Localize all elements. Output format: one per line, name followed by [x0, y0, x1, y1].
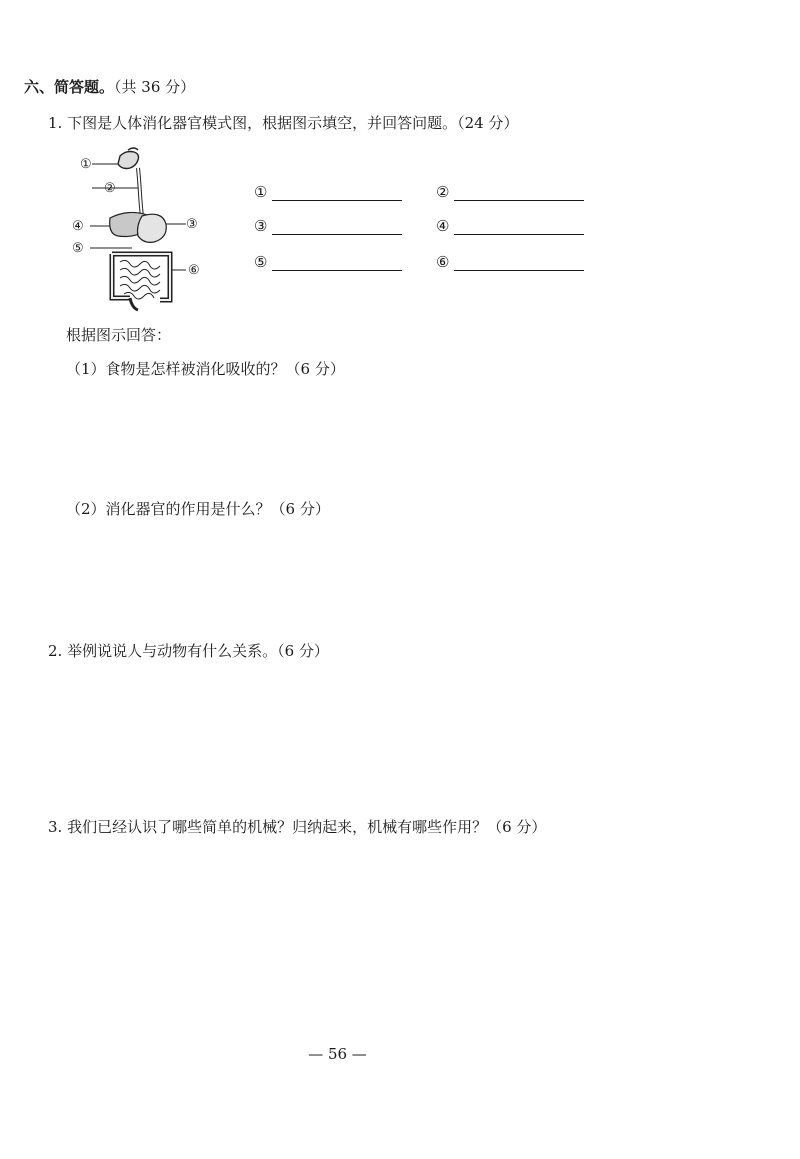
blank-line[interactable] — [272, 252, 402, 271]
blank-line[interactable] — [454, 216, 584, 235]
sub-question-2: （2）消化器官的作用是什么？（6 分） — [66, 500, 330, 518]
blank-number: ⑥ — [436, 253, 450, 271]
diagram-label-1: ① — [80, 157, 92, 172]
blank-number: ③ — [254, 217, 268, 235]
question-2-text: 2. 举例说说人与动物有什么关系。（6 分） — [48, 642, 329, 660]
blank-number: ④ — [436, 217, 450, 235]
blank-number: ⑤ — [254, 253, 268, 271]
sub-question-1: （1）食物是怎样被消化吸收的？（6 分） — [66, 360, 345, 378]
rectum-shape — [130, 298, 138, 310]
small-intestine-shape — [120, 260, 160, 299]
blank-4[interactable] — [436, 216, 584, 235]
blank-number: ② — [436, 183, 450, 201]
blank-2[interactable] — [436, 182, 584, 201]
diagram-label-6: ⑥ — [188, 263, 200, 278]
blank-line[interactable] — [454, 252, 584, 271]
page-number: — 56 — — [308, 1045, 367, 1063]
blank-number: ① — [254, 183, 268, 201]
digestive-system-diagram — [70, 146, 212, 316]
answer-prompt: 根据图示回答： — [66, 326, 172, 344]
blank-line[interactable] — [272, 216, 402, 235]
diagram-label-3: ③ — [186, 217, 198, 232]
blank-1[interactable] — [254, 182, 402, 201]
blank-line[interactable] — [272, 182, 402, 201]
blank-line[interactable] — [454, 182, 584, 201]
question-1-text: 1. 下图是人体消化器官模式图，根据图示填空，并回答问题。（24 分） — [48, 114, 519, 132]
mouth-shape — [118, 148, 139, 169]
section-score: （共 36 分） — [114, 78, 196, 96]
section-heading: 六、简答题。 — [24, 78, 115, 96]
diagram-label-2: ② — [104, 181, 116, 196]
section-title — [24, 76, 195, 97]
diagram-label-4: ④ — [72, 219, 84, 234]
blank-6[interactable] — [436, 252, 584, 271]
blank-3[interactable] — [254, 216, 402, 235]
blank-5[interactable] — [254, 252, 402, 271]
question-3-text: 3. 我们已经认识了哪些简单的机械？归纳起来，机械有哪些作用？（6 分） — [48, 818, 547, 836]
diagram-label-5: ⑤ — [72, 241, 84, 256]
stomach-shape — [138, 214, 167, 242]
